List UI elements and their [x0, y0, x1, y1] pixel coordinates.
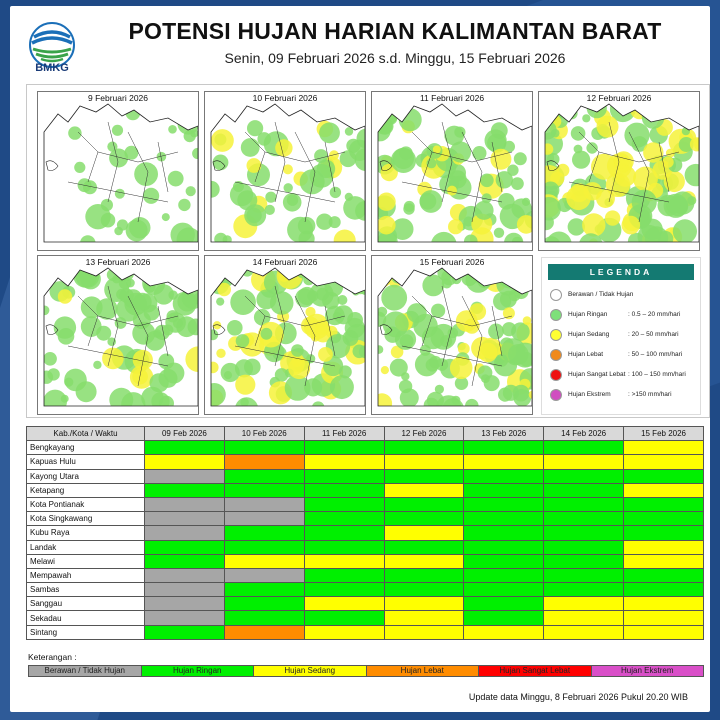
- legend-swatch: [550, 349, 562, 361]
- maps-panel: [26, 84, 710, 418]
- forecast-cell: [544, 469, 624, 483]
- forecast-cell: [464, 526, 544, 540]
- table-row: [27, 497, 704, 511]
- map-day-2: [204, 91, 366, 251]
- key-heavy-rain: Hujan Lebat: [367, 666, 480, 676]
- forecast-cell: [464, 540, 544, 554]
- table-row: [27, 540, 704, 554]
- region-name-cell: Landak: [27, 540, 145, 554]
- forecast-table: [26, 426, 704, 640]
- legend-swatch: [550, 369, 562, 381]
- legend-item-name: Hujan Ringan: [568, 311, 608, 318]
- forecast-cell: [145, 597, 225, 611]
- legend-swatch: [550, 289, 562, 301]
- table-header-date: 13 Feb 2026: [464, 427, 544, 441]
- forecast-cell: [544, 483, 624, 497]
- forecast-cell: [464, 497, 544, 511]
- forecast-cell: [384, 469, 464, 483]
- legend-item: [550, 328, 700, 342]
- forecast-cell: [544, 597, 624, 611]
- legend-item-name: Hujan Sedang: [568, 331, 610, 338]
- infographic-card: [10, 6, 710, 712]
- forecast-cell: [464, 441, 544, 455]
- region-name-cell: Ketapang: [27, 483, 145, 497]
- legend-item: [550, 288, 700, 302]
- forecast-cell: [304, 625, 384, 639]
- forecast-cell: [145, 568, 225, 582]
- key-extreme-rain: Hujan Ekstrem: [592, 666, 704, 676]
- map-date-label: 15 Februari 2026: [419, 257, 485, 267]
- map-day-1: [37, 91, 199, 251]
- forecast-cell: [624, 497, 704, 511]
- forecast-cell: [544, 583, 624, 597]
- table-row: [27, 611, 704, 625]
- legend-item-range: : 100 – 150 mm/hari: [628, 371, 686, 378]
- forecast-cell: [304, 554, 384, 568]
- table-header-region: Kab./Kota / Waktu: [27, 427, 145, 441]
- map-day-7: [371, 255, 533, 415]
- region-name-cell: Mempawah: [27, 568, 145, 582]
- table-header-row: [27, 427, 704, 441]
- forecast-cell: [304, 512, 384, 526]
- forecast-cell: [224, 583, 304, 597]
- forecast-cell: [464, 625, 544, 639]
- forecast-cell: [384, 540, 464, 554]
- forecast-cell: [145, 512, 225, 526]
- forecast-cell: [544, 526, 624, 540]
- table-row: [27, 483, 704, 497]
- forecast-cell: [384, 483, 464, 497]
- region-name-cell: Bengkayang: [27, 441, 145, 455]
- table-row: [27, 568, 704, 582]
- region-name-cell: Sanggau: [27, 597, 145, 611]
- forecast-cell: [464, 455, 544, 469]
- region-name-cell: Kota Singkawang: [27, 512, 145, 526]
- table-header-date: 11 Feb 2026: [304, 427, 384, 441]
- forecast-cell: [224, 597, 304, 611]
- forecast-table-wrapper: [26, 426, 710, 640]
- map-day-5: [37, 255, 199, 415]
- table-header-date: 12 Feb 2026: [384, 427, 464, 441]
- forecast-cell: [145, 611, 225, 625]
- region-name-cell: Sintang: [27, 625, 145, 639]
- forecast-cell: [224, 568, 304, 582]
- forecast-cell: [384, 583, 464, 597]
- region-name-cell: Sekadau: [27, 611, 145, 625]
- table-row: [27, 469, 704, 483]
- map-date-label: 14 Februari 2026: [252, 257, 318, 267]
- legend-item: [550, 308, 700, 322]
- forecast-cell: [624, 583, 704, 597]
- legend-item-range: : 50 – 100 mm/hari: [628, 351, 683, 358]
- legend-item: [550, 348, 700, 362]
- legend-swatch: [550, 309, 562, 321]
- table-row: [27, 526, 704, 540]
- legend-swatch: [550, 389, 562, 401]
- forecast-cell: [304, 469, 384, 483]
- forecast-cell: [464, 597, 544, 611]
- forecast-cell: [544, 441, 624, 455]
- legend-item-name: Hujan Ekstrem: [568, 391, 611, 398]
- forecast-cell: [544, 512, 624, 526]
- forecast-cell: [624, 455, 704, 469]
- forecast-cell: [384, 568, 464, 582]
- region-name-cell: Kayong Utara: [27, 469, 145, 483]
- forecast-cell: [464, 512, 544, 526]
- legend-item-name: Hujan Sangat Lebat: [568, 371, 626, 378]
- forecast-cell: [145, 625, 225, 639]
- legend-title: LEGENDA: [548, 264, 694, 280]
- forecast-cell: [224, 497, 304, 511]
- forecast-cell: [384, 512, 464, 526]
- forecast-cell: [544, 554, 624, 568]
- forecast-cell: [464, 554, 544, 568]
- legend-item-name: Berawan / Tidak Hujan: [568, 291, 634, 298]
- table-row: [27, 625, 704, 639]
- category-key-bar: [28, 665, 704, 677]
- forecast-cell: [224, 469, 304, 483]
- forecast-cell: [304, 526, 384, 540]
- forecast-cell: [464, 469, 544, 483]
- legend-item-name: Hujan Lebat: [568, 351, 604, 358]
- forecast-cell: [145, 554, 225, 568]
- forecast-cell: [224, 512, 304, 526]
- forecast-cell: [624, 611, 704, 625]
- legend-item-range: : 0.5 – 20 mm/hari: [628, 311, 681, 318]
- forecast-cell: [624, 441, 704, 455]
- logo-text: BMKG: [35, 62, 69, 74]
- forecast-cell: [145, 497, 225, 511]
- region-name-cell: Kota Pontianak: [27, 497, 145, 511]
- forecast-cell: [464, 611, 544, 625]
- forecast-cell: [544, 625, 624, 639]
- forecast-cell: [304, 483, 384, 497]
- update-timestamp: Update data Minggu, 8 Februari 2026 Pukul 20.20 WIB: [468, 692, 688, 702]
- forecast-cell: [145, 455, 225, 469]
- map-date-label: 10 Februari 2026: [252, 93, 318, 103]
- forecast-cell: [624, 625, 704, 639]
- key-very-heavy-rain: Hujan Sangat Lebat: [479, 666, 592, 676]
- forecast-cell: [304, 441, 384, 455]
- forecast-cell: [544, 497, 624, 511]
- table-header-date: 09 Feb 2026: [145, 427, 225, 441]
- forecast-cell: [224, 441, 304, 455]
- forecast-cell: [304, 597, 384, 611]
- map-date-label: 9 Februari 2026: [87, 93, 148, 103]
- region-name-cell: Melawi: [27, 554, 145, 568]
- table-row: [27, 554, 704, 568]
- table-header-date: 15 Feb 2026: [624, 427, 704, 441]
- legend-item: [550, 368, 700, 382]
- key-no-rain: Berawan / Tidak Hujan: [29, 666, 142, 676]
- forecast-cell: [624, 512, 704, 526]
- table-header-date: 14 Feb 2026: [544, 427, 624, 441]
- key-light-rain: Hujan Ringan: [142, 666, 255, 676]
- forecast-cell: [384, 497, 464, 511]
- forecast-cell: [624, 554, 704, 568]
- forecast-cell: [224, 455, 304, 469]
- forecast-cell: [384, 455, 464, 469]
- forecast-cell: [544, 540, 624, 554]
- table-row: [27, 512, 704, 526]
- forecast-cell: [624, 540, 704, 554]
- forecast-cell: [145, 526, 225, 540]
- region-name-cell: Sambas: [27, 583, 145, 597]
- region-name-cell: Kubu Raya: [27, 526, 145, 540]
- forecast-cell: [224, 483, 304, 497]
- forecast-cell: [224, 540, 304, 554]
- forecast-cell: [304, 568, 384, 582]
- page-subtitle: Senin, 09 Februari 2026 s.d. Minggu, 15 Februari 2026: [224, 50, 566, 66]
- table-header-date: 10 Feb 2026: [224, 427, 304, 441]
- table-body: [27, 441, 704, 640]
- forecast-cell: [624, 597, 704, 611]
- forecast-cell: [304, 583, 384, 597]
- forecast-cell: [544, 611, 624, 625]
- legend-item-range: : 20 – 50 mm/hari: [628, 331, 679, 338]
- forecast-cell: [224, 625, 304, 639]
- map-date-label: 11 Februari 2026: [419, 93, 485, 103]
- forecast-cell: [544, 568, 624, 582]
- legend-item: [550, 388, 700, 402]
- legend-swatch: [550, 329, 562, 341]
- forecast-cell: [145, 469, 225, 483]
- forecast-cell: [224, 526, 304, 540]
- forecast-cell: [304, 455, 384, 469]
- map-day-3: [371, 91, 533, 251]
- table-row: [27, 597, 704, 611]
- forecast-cell: [145, 540, 225, 554]
- forecast-cell: [544, 455, 624, 469]
- forecast-cell: [384, 441, 464, 455]
- map-date-label: 12 Februari 2026: [586, 93, 652, 103]
- map-day-4: [538, 91, 700, 251]
- forecast-cell: [624, 469, 704, 483]
- forecast-cell: [624, 483, 704, 497]
- forecast-cell: [464, 568, 544, 582]
- forecast-cell: [304, 497, 384, 511]
- region-name-cell: Kapuas Hulu: [27, 455, 145, 469]
- forecast-cell: [145, 441, 225, 455]
- key-moderate-rain: Hujan Sedang: [254, 666, 367, 676]
- forecast-cell: [464, 483, 544, 497]
- forecast-cell: [304, 540, 384, 554]
- forecast-cell: [384, 554, 464, 568]
- forecast-cell: [384, 625, 464, 639]
- forecast-cell: [224, 554, 304, 568]
- table-row: [27, 455, 704, 469]
- map-legend: [541, 257, 701, 415]
- map-date-label: 13 Februari 2026: [85, 257, 151, 267]
- keterangan-label: Keterangan :: [28, 652, 77, 662]
- table-row: [27, 583, 704, 597]
- forecast-cell: [384, 611, 464, 625]
- forecast-cell: [624, 526, 704, 540]
- map-day-6: [204, 255, 366, 415]
- legend-item-range: : >150 mm/hari: [628, 391, 672, 398]
- forecast-cell: [384, 526, 464, 540]
- forecast-cell: [624, 568, 704, 582]
- forecast-cell: [304, 611, 384, 625]
- page-title: POTENSI HUJAN HARIAN KALIMANTAN BARAT: [128, 18, 662, 44]
- forecast-cell: [464, 583, 544, 597]
- table-row: [27, 441, 704, 455]
- forecast-cell: [145, 583, 225, 597]
- forecast-cell: [384, 597, 464, 611]
- forecast-cell: [224, 611, 304, 625]
- forecast-cell: [145, 483, 225, 497]
